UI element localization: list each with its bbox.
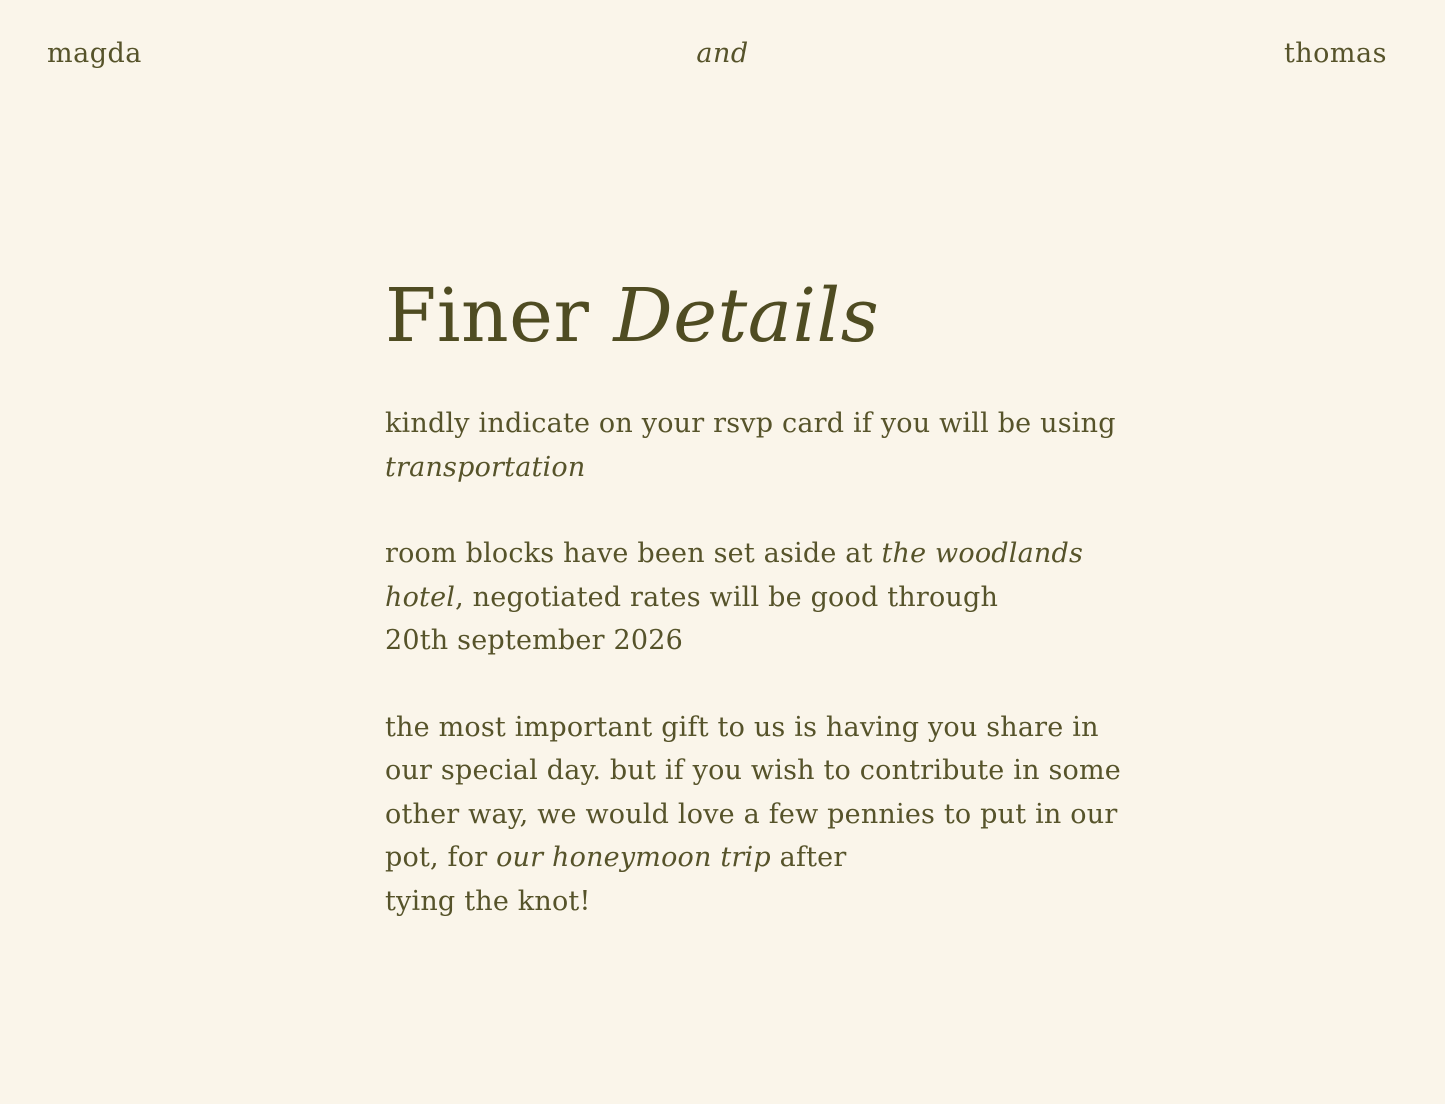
transportation-text: kindly indicate on your rsvp card if you will be using: [385, 408, 1116, 439]
room-blocks-rates: , negotiated rates will be good through: [455, 581, 999, 613]
transportation-emphasis: transportation: [385, 451, 586, 483]
hotel-name: the woodlands hotel: [385, 538, 1084, 613]
gift-text: the most important gift to us is having you share in our special day. but if you wish to contribute in some other way, we would love a few pennies to put in our pot, for: [385, 711, 1121, 873]
details-content: [385, 270, 1125, 923]
title-italic: Details: [613, 273, 880, 359]
room-blocks-text: room blocks have been set aside at: [385, 538, 882, 569]
header-name-right: thomas: [1283, 38, 1387, 69]
page-title: [385, 270, 1125, 362]
gift-paragraph: [385, 706, 1125, 924]
header-name-left: magda: [47, 38, 142, 69]
title-regular: Finer: [385, 273, 590, 359]
room-blocks-paragraph: [385, 532, 1125, 663]
gift-after: after: [770, 842, 847, 873]
transportation-paragraph: [385, 402, 1125, 489]
room-blocks-deadline: 20th september 2026: [385, 625, 683, 656]
header-and: and: [696, 38, 749, 69]
gift-closing: tying the knot!: [385, 885, 591, 917]
honeymoon-emphasis: our honeymoon trip: [496, 842, 771, 873]
